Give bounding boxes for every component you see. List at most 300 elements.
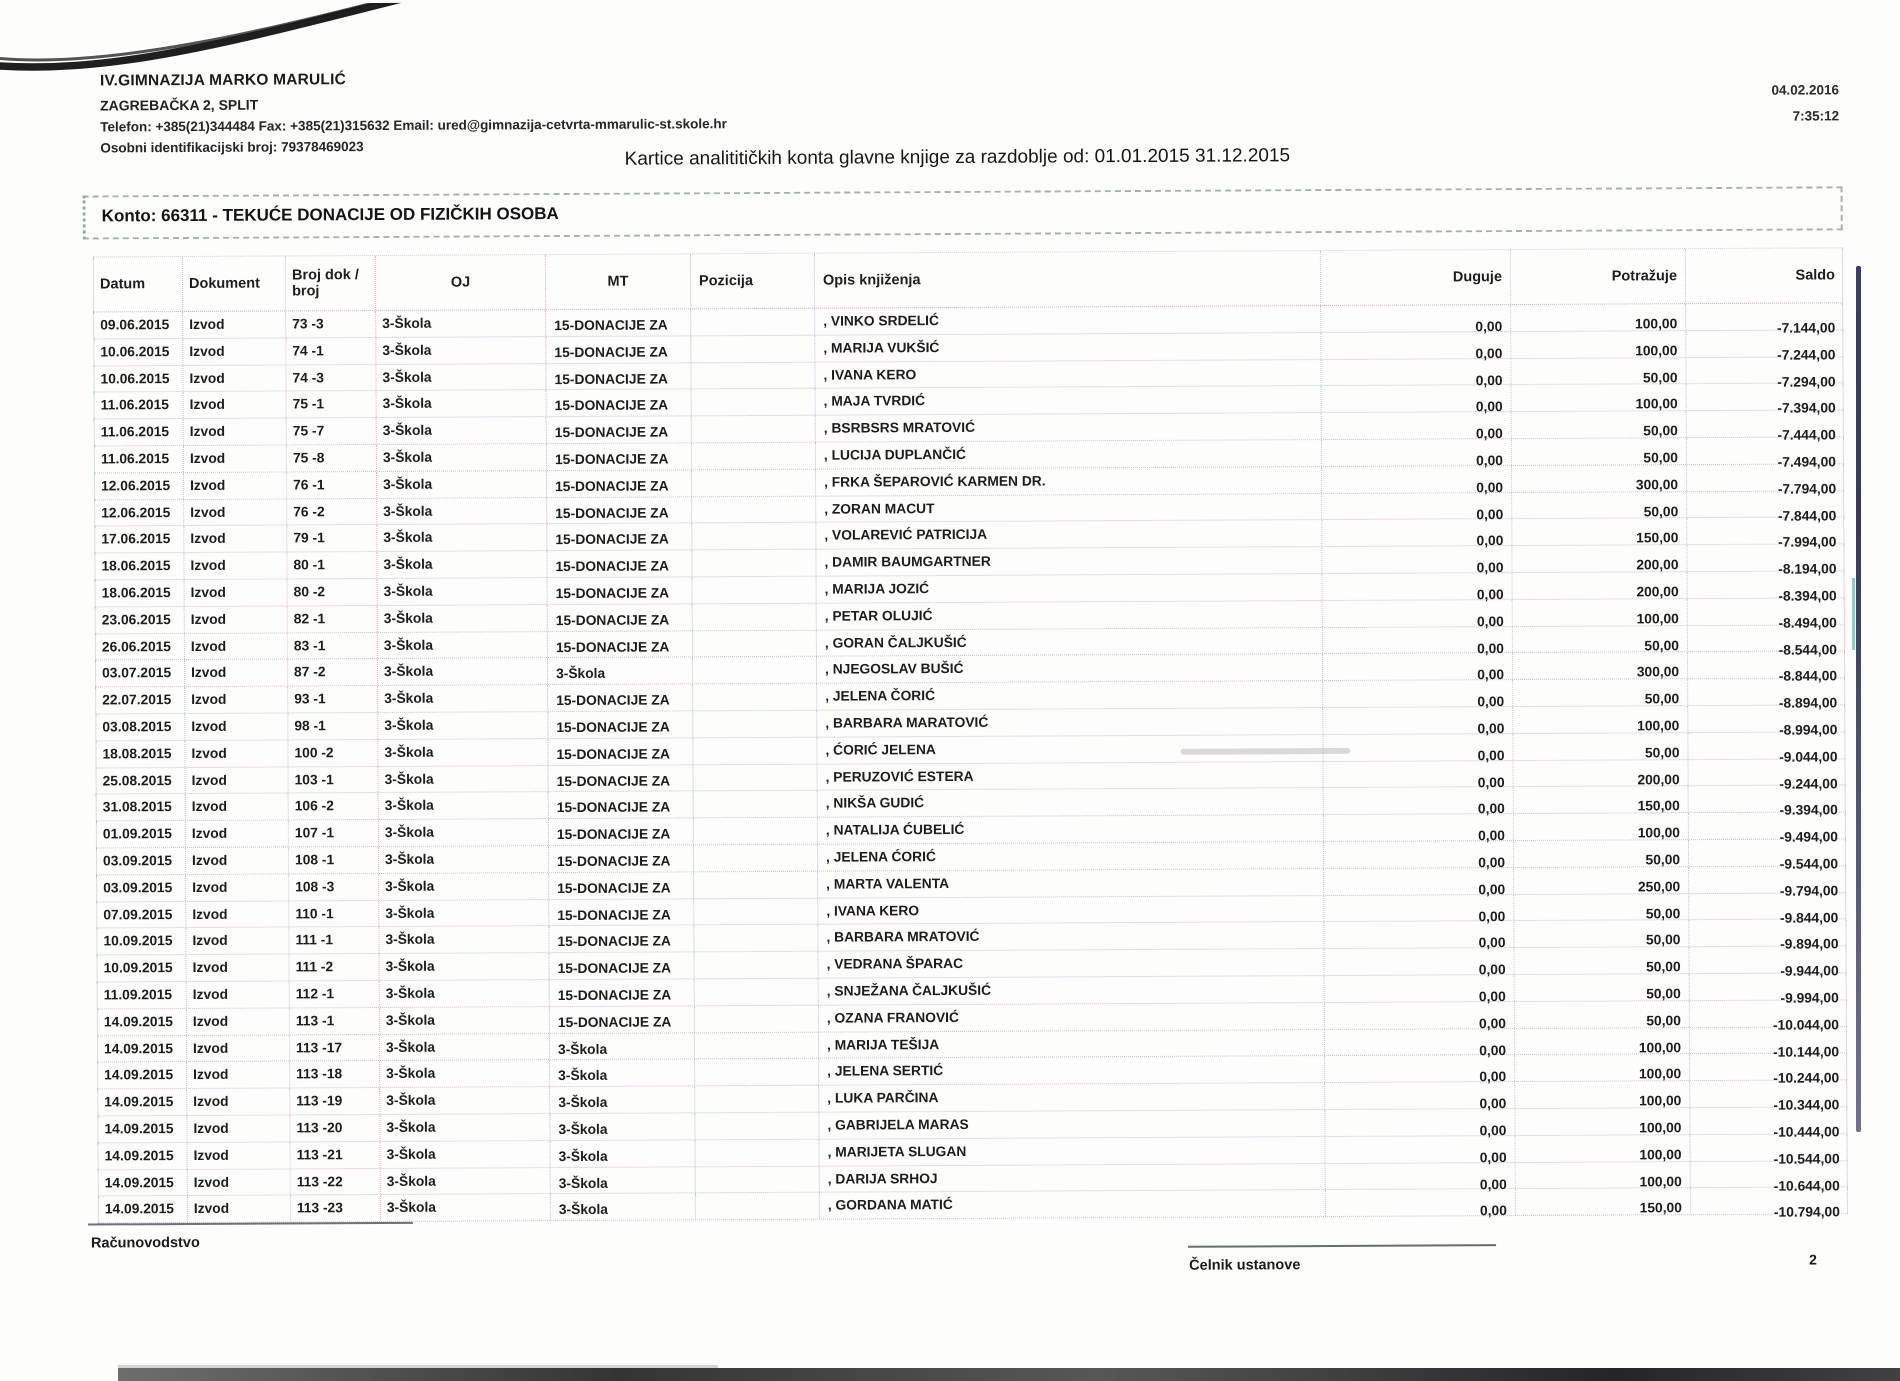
cell-oj: 3-Škola [378, 605, 548, 632]
cell-mt: 15-DONACIJE ZA [549, 872, 694, 899]
cell-datum: 10.09.2015 [97, 955, 187, 981]
cell-dokument: Izvod [186, 821, 289, 847]
cell-oj: 3-Škola [381, 1168, 551, 1195]
cell-dokument: Izvod [187, 1062, 290, 1088]
cell-mt: 3-Škola [550, 1113, 695, 1140]
cell-mt: 15-DONACIJE ZA [550, 952, 695, 979]
cell-saldo: -7.844,00 [1687, 491, 1844, 518]
cell-mt: 15-DONACIJE ZA [547, 390, 692, 417]
cell-broj-dok: 108 -1 [289, 847, 379, 873]
cell-opis-knjizenja: , OZANA FRANOVIĆ [819, 1003, 1325, 1031]
cell-saldo: -7.494,00 [1687, 437, 1844, 464]
cell-potrazuje: 100,00 [1514, 813, 1689, 840]
cell-broj-dok: 113 -22 [291, 1168, 381, 1194]
cell-broj-dok: 100 -2 [288, 740, 378, 766]
cell-oj: 3-Škola [379, 873, 549, 900]
cell-potrazuje: 100,00 [1511, 331, 1686, 358]
scan-edge-line-artifact [1856, 266, 1861, 1132]
cell-datum: 14.09.2015 [98, 1196, 188, 1222]
cell-mt: 15-DONACIJE ZA [548, 711, 693, 738]
cell-duguje: 0,00 [1326, 1163, 1516, 1190]
cell-dokument: Izvod [186, 901, 289, 927]
cell-dokument: Izvod [184, 526, 287, 552]
cell-opis-knjizenja: , MARIJA JOZIĆ [817, 574, 1323, 602]
cell-potrazuje: 200,00 [1514, 760, 1689, 787]
cell-datum: 18.08.2015 [95, 741, 185, 767]
cell-saldo: -8.194,00 [1687, 544, 1844, 571]
cell-mt: 3-Škola [550, 1140, 695, 1167]
cell-dokument: Izvod [184, 472, 287, 498]
cell-duguje: 0,00 [1322, 385, 1512, 412]
cell-opis-knjizenja: , GABRIJELA MARAS [819, 1110, 1325, 1138]
cell-broj-dok: 82 -1 [288, 606, 378, 632]
cell-potrazuje: 50,00 [1514, 840, 1689, 867]
cell-oj: 3-Škola [379, 792, 549, 819]
cell-duguje: 0,00 [1323, 653, 1513, 680]
cell-potrazuje: 100,00 [1512, 385, 1687, 412]
cell-datum: 07.09.2015 [96, 902, 186, 928]
cell-broj-dok: 79 -1 [287, 525, 377, 551]
cell-duguje: 0,00 [1323, 707, 1513, 734]
cell-pozicija [695, 1086, 819, 1112]
cell-mt: 15-DONACIJE ZA [547, 443, 692, 470]
cell-broj-dok: 75 -8 [287, 445, 377, 471]
cell-datum: 11.06.2015 [94, 446, 184, 472]
cell-saldo: -9.394,00 [1689, 786, 1846, 813]
cell-pozicija [694, 791, 818, 817]
cell-oj: 3-Škola [380, 953, 550, 980]
cell-datum: 14.09.2015 [97, 1089, 187, 1115]
cell-dokument: Izvod [185, 579, 288, 605]
cell-oj: 3-Škola [380, 1034, 550, 1061]
cell-broj-dok: 73 -3 [286, 311, 376, 337]
cell-mt: 15-DONACIJE ZA [550, 1006, 695, 1033]
cell-saldo: -9.794,00 [1689, 866, 1846, 893]
cell-duguje: 0,00 [1323, 600, 1513, 627]
cell-oj: 3-Škola [379, 846, 549, 873]
cell-opis-knjizenja: , FRKA ŠEPAROVIĆ KARMEN DR. [816, 467, 1322, 495]
cell-dokument: Izvod [185, 687, 288, 713]
cell-pozicija [692, 550, 816, 576]
scan-bottom-band-artifact [118, 1368, 1900, 1381]
cell-datum: 14.09.2015 [97, 1036, 187, 1062]
table-header-potrazuje: Potražuje [1511, 249, 1686, 304]
cell-oj: 3-Škola [377, 471, 547, 498]
cell-mt: 15-DONACIJE ZA [548, 604, 693, 631]
cell-saldo: -7.444,00 [1687, 411, 1844, 438]
cell-datum: 03.07.2015 [95, 660, 185, 686]
cell-pozicija [694, 845, 818, 871]
cell-potrazuje: 50,00 [1513, 626, 1688, 653]
cell-broj-dok: 87 -2 [288, 659, 378, 685]
cell-potrazuje: 50,00 [1512, 492, 1687, 519]
cell-mt: 15-DONACIJE ZA [546, 309, 691, 336]
cell-pozicija [694, 764, 818, 790]
cell-broj-dok: 108 -3 [289, 874, 379, 900]
cell-duguje: 0,00 [1324, 921, 1514, 948]
cell-broj-dok: 93 -1 [288, 686, 378, 712]
cell-mt: 15-DONACIJE ZA [549, 765, 694, 792]
cell-duguje: 0,00 [1322, 493, 1512, 520]
cell-potrazuje: 200,00 [1512, 545, 1687, 572]
cell-potrazuje: 50,00 [1513, 679, 1688, 706]
cell-oj: 3-Škola [379, 900, 549, 927]
cell-duguje: 0,00 [1324, 787, 1514, 814]
cell-pozicija [692, 416, 816, 442]
cell-datum: 18.06.2015 [95, 580, 185, 606]
cell-pozicija [694, 898, 818, 924]
cell-mt: 3-Škola [551, 1167, 696, 1194]
cell-opis-knjizenja: , ZORAN MACUT [816, 494, 1322, 522]
cell-potrazuje: 200,00 [1513, 572, 1688, 599]
cell-dokument: Izvod [188, 1142, 291, 1168]
cell-mt: 15-DONACIJE ZA [548, 738, 693, 765]
cell-datum: 14.09.2015 [97, 1062, 187, 1088]
cell-duguje: 0,00 [1324, 814, 1514, 841]
table-header-pozicija: Pozicija [691, 254, 815, 309]
cell-duguje: 0,00 [1324, 895, 1514, 922]
cell-mt: 3-Škola [551, 1194, 696, 1221]
cell-pozicija [696, 1193, 820, 1219]
cell-duguje: 0,00 [1322, 439, 1512, 466]
cell-oj: 3-Škola [377, 444, 547, 471]
cell-duguje: 0,00 [1325, 975, 1515, 1002]
cell-pozicija [691, 309, 815, 335]
cell-oj: 3-Škola [380, 1087, 550, 1114]
cell-opis-knjizenja: , NJEGOSLAV BUŠIĆ [817, 654, 1323, 682]
cell-duguje: 0,00 [1325, 1109, 1515, 1136]
cell-mt: 15-DONACIJE ZA [549, 845, 694, 872]
cell-pozicija [695, 1059, 819, 1085]
cell-duguje: 0,00 [1325, 1029, 1515, 1056]
cell-oj: 3-Škola [376, 310, 546, 337]
cell-datum: 18.06.2015 [94, 553, 184, 579]
cell-potrazuje: 50,00 [1513, 733, 1688, 760]
cell-oj: 3-Škola [377, 390, 547, 417]
cell-datum: 14.09.2015 [97, 1009, 187, 1035]
cell-duguje: 0,00 [1325, 1136, 1515, 1163]
cell-opis-knjizenja: , JELENA ĆORIĆ [818, 842, 1324, 870]
cell-opis-knjizenja: , VINKO SRDELIĆ [815, 306, 1321, 334]
cell-dokument: Izvod [185, 740, 288, 766]
cell-duguje: 0,00 [1324, 841, 1514, 868]
cell-pozicija [693, 630, 817, 656]
cell-mt: 3-Škola [548, 658, 693, 685]
cell-duguje: 0,00 [1322, 412, 1512, 439]
cell-mt: 15-DONACIJE ZA [548, 685, 693, 712]
cell-saldo: -9.244,00 [1689, 759, 1846, 786]
table-header-duguje: Duguje [1321, 250, 1511, 305]
cell-oj: 3-Škola [380, 1060, 550, 1087]
cell-opis-knjizenja: , BSRBSRS MRATOVIĆ [816, 413, 1322, 441]
cell-opis-knjizenja: , MARTA VALENTA [818, 869, 1324, 897]
school-oib: Osobni identifikacijski broj: 79378469023 [100, 139, 364, 156]
cell-datum: 31.08.2015 [96, 794, 186, 820]
cell-potrazuje: 100,00 [1515, 1054, 1690, 1081]
cell-pozicija [691, 362, 815, 388]
cell-pozicija [693, 603, 817, 629]
cell-dokument: Izvod [187, 955, 290, 981]
cell-oj: 3-Škola [377, 417, 547, 444]
cell-pozicija [692, 496, 816, 522]
cell-oj: 3-Škola [378, 578, 548, 605]
cell-broj-dok: 83 -1 [288, 633, 378, 659]
cell-oj: 3-Škola [380, 1114, 550, 1141]
cell-broj-dok: 113 -20 [290, 1115, 380, 1141]
scan-smudge-artifact [1180, 748, 1350, 755]
cell-opis-knjizenja: , PERUZOVIĆ ESTERA [818, 762, 1324, 790]
table-header-dokument: Dokument [183, 256, 286, 311]
cell-mt: 15-DONACIJE ZA [546, 336, 691, 363]
cell-saldo: -7.994,00 [1687, 518, 1844, 545]
cell-dokument: Izvod [186, 794, 289, 820]
cell-opis-knjizenja: , ĆORIĆ JELENA [817, 735, 1323, 763]
cell-potrazuje: 150,00 [1516, 1188, 1691, 1215]
cell-datum: 23.06.2015 [95, 607, 185, 633]
table-header-row [93, 247, 1843, 312]
cell-dokument: Izvod [183, 311, 286, 337]
cell-pozicija [696, 1166, 820, 1192]
cell-dokument: Izvod [186, 928, 289, 954]
cell-saldo: -10.244,00 [1690, 1054, 1847, 1081]
cell-broj-dok: 75 -1 [287, 391, 377, 417]
cell-duguje: 0,00 [1325, 1055, 1515, 1082]
cell-dokument: Izvod [186, 874, 289, 900]
cell-broj-dok: 74 -3 [286, 365, 376, 391]
cell-datum: 03.09.2015 [96, 848, 186, 874]
cell-duguje: 0,00 [1323, 573, 1513, 600]
cell-opis-knjizenja: , JELENA SERTIĆ [819, 1056, 1325, 1084]
cell-oj: 3-Škola [379, 819, 549, 846]
cell-mt: 15-DONACIJE ZA [549, 899, 694, 926]
cell-opis-knjizenja: , IVANA KERO [818, 896, 1324, 924]
cell-datum: 11.06.2015 [94, 392, 184, 418]
cell-dokument: Izvod [187, 1089, 290, 1115]
cell-pozicija [695, 1139, 819, 1165]
signature-line-accounting [88, 1222, 413, 1226]
cell-pozicija [693, 684, 817, 710]
cell-dokument: Izvod [187, 1008, 290, 1034]
cell-duguje: 0,00 [1326, 1189, 1516, 1216]
cell-opis-knjizenja: , SNJEŽANA ČALJKUŠIĆ [819, 976, 1325, 1004]
cell-datum: 14.09.2015 [98, 1143, 188, 1169]
konto-header: Konto: 66311 - TEKUĆE DONACIJE OD FIZIČKIH OSOBA [101, 204, 559, 226]
cell-potrazuje: 50,00 [1512, 438, 1687, 465]
cell-dokument: Izvod [183, 365, 286, 391]
cell-broj-dok: 113 -17 [290, 1035, 380, 1061]
cell-potrazuje: 100,00 [1513, 599, 1688, 626]
cell-oj: 3-Škola [380, 980, 550, 1007]
cell-potrazuje: 50,00 [1514, 920, 1689, 947]
cell-opis-knjizenja: , VOLAREVIĆ PATRICIJA [816, 520, 1322, 548]
ledger-body [93, 303, 1848, 1223]
cell-potrazuje: 100,00 [1513, 706, 1688, 733]
cell-dokument: Izvod [185, 713, 288, 739]
cell-opis-knjizenja: , LUCIJA DUPLANČIĆ [816, 440, 1322, 468]
cell-pozicija [692, 389, 816, 415]
cell-opis-knjizenja: , MARIJA VUKŠIĆ [815, 333, 1321, 361]
table-header-broj-dok: Broj dok / broj [286, 256, 376, 310]
cell-oj: 3-Škola [380, 1141, 550, 1168]
cell-oj: 3-Škola [376, 364, 546, 391]
cell-oj: 3-Škola [379, 926, 549, 953]
table-header-datum: Datum [93, 257, 183, 311]
cell-saldo: -9.544,00 [1689, 839, 1846, 866]
cell-duguje: 0,00 [1325, 1082, 1515, 1109]
cell-dokument: Izvod [184, 499, 287, 525]
cell-opis-knjizenja: , PETAR OLUJIĆ [817, 601, 1323, 629]
table-header-oj: OJ [376, 255, 546, 310]
cell-potrazuje: 50,00 [1514, 894, 1689, 921]
cell-datum: 10.06.2015 [93, 339, 183, 365]
cell-broj-dok: 113 -23 [291, 1195, 381, 1221]
cell-pozicija [694, 925, 818, 951]
cell-saldo: -9.494,00 [1689, 812, 1846, 839]
cell-opis-knjizenja: , BARBARA MRATOVIĆ [818, 922, 1324, 950]
cell-dokument: Izvod [184, 553, 287, 579]
cell-saldo: -8.394,00 [1688, 571, 1845, 598]
cell-opis-knjizenja: , BARBARA MARATOVIĆ [817, 708, 1323, 736]
cell-oj: 3-Škola [381, 1194, 551, 1221]
cell-datum: 03.08.2015 [95, 714, 185, 740]
cell-potrazuje: 100,00 [1516, 1162, 1691, 1189]
cell-pozicija [694, 871, 818, 897]
cell-broj-dok: 74 -1 [286, 338, 376, 364]
cell-broj-dok: 75 -7 [287, 418, 377, 444]
cell-saldo: -10.644,00 [1691, 1161, 1848, 1188]
cell-broj-dok: 103 -1 [289, 767, 379, 793]
cell-broj-dok: 111 -1 [289, 927, 379, 953]
cell-opis-knjizenja: , LUKA PARČINA [819, 1083, 1325, 1111]
cell-pozicija [693, 657, 817, 683]
cell-oj: 3-Škola [377, 551, 547, 578]
cell-broj-dok: 113 -18 [290, 1061, 380, 1087]
cell-broj-dok: 106 -2 [289, 793, 379, 819]
letterhead [100, 69, 727, 155]
cell-opis-knjizenja: , DARIJA SRHOJ [820, 1164, 1326, 1192]
konto-box [83, 186, 1843, 239]
cell-datum: 09.06.2015 [93, 312, 183, 338]
cell-duguje: 0,00 [1323, 627, 1513, 654]
cell-mt: 15-DONACIJE ZA [547, 524, 692, 551]
cell-potrazuje: 150,00 [1512, 519, 1687, 546]
cell-mt: 15-DONACIJE ZA [549, 926, 694, 953]
table-header-opis: Opis knjiženja [815, 251, 1321, 308]
cell-dokument: Izvod [187, 1035, 290, 1061]
cell-datum: 17.06.2015 [94, 526, 184, 552]
cell-dokument: Izvod [184, 445, 287, 471]
page-number: 2 [1809, 1251, 1817, 1268]
cell-dokument: Izvod [186, 767, 289, 793]
cell-pozicija [692, 443, 816, 469]
cell-pozicija [693, 577, 817, 603]
cell-datum: 14.09.2015 [98, 1169, 188, 1195]
cell-duguje: 0,00 [1321, 332, 1511, 359]
cell-potrazuje: 50,00 [1515, 974, 1690, 1001]
cell-saldo: -8.844,00 [1688, 652, 1845, 679]
cell-pozicija [695, 979, 819, 1005]
cell-potrazuje: 100,00 [1515, 1081, 1690, 1108]
cell-opis-knjizenja: , NATALIJA ĆUBELIĆ [818, 815, 1324, 843]
scan-edge-teal-artifact [1852, 578, 1855, 650]
cell-oj: 3-Škola [378, 658, 548, 685]
cell-duguje: 0,00 [1321, 305, 1511, 332]
print-date: 04.02.2016 [1771, 82, 1840, 98]
cell-duguje: 0,00 [1324, 761, 1514, 788]
cell-potrazuje: 250,00 [1514, 867, 1689, 894]
cell-opis-knjizenja: , NIKŠA GUDIĆ [818, 788, 1324, 816]
cell-potrazuje: 100,00 [1515, 1028, 1690, 1055]
cell-saldo: -7.244,00 [1686, 330, 1843, 357]
cell-pozicija [695, 952, 819, 978]
cell-mt: 15-DONACIJE ZA [548, 631, 693, 658]
cell-datum: 10.09.2015 [96, 928, 186, 954]
cell-datum: 03.09.2015 [96, 875, 186, 901]
cell-datum: 01.09.2015 [96, 821, 186, 847]
cell-broj-dok: 113 -21 [291, 1142, 381, 1168]
cell-opis-knjizenja: , VEDRANA ŠPARAC [819, 949, 1325, 977]
cell-duguje: 0,00 [1323, 680, 1513, 707]
cell-mt: 15-DONACIJE ZA [547, 497, 692, 524]
cell-potrazuje: 150,00 [1514, 786, 1689, 813]
cell-datum: 11.06.2015 [94, 419, 184, 445]
cell-saldo: -10.344,00 [1690, 1080, 1847, 1107]
cell-datum: 22.07.2015 [95, 687, 185, 713]
cell-pozicija [694, 818, 818, 844]
cell-oj: 3-Škola [380, 1007, 550, 1034]
cell-mt: 15-DONACIJE ZA [550, 979, 695, 1006]
cell-duguje: 0,00 [1322, 466, 1512, 493]
cell-mt: 15-DONACIJE ZA [548, 577, 693, 604]
cell-datum: 12.06.2015 [94, 473, 184, 499]
cell-saldo: -7.794,00 [1687, 464, 1844, 491]
print-time: 7:35:12 [1792, 108, 1840, 124]
cell-opis-knjizenja: , DAMIR BAUMGARTNER [816, 547, 1322, 575]
cell-opis-knjizenja: , MAJA TVRDIĆ [816, 386, 1322, 414]
cell-mt: 15-DONACIJE ZA [547, 551, 692, 578]
cell-saldo: -8.494,00 [1688, 598, 1845, 625]
cell-dokument: Izvod [187, 1115, 290, 1141]
cell-potrazuje: 300,00 [1512, 465, 1687, 492]
cell-saldo: -10.544,00 [1690, 1134, 1847, 1161]
cell-saldo: -8.894,00 [1688, 678, 1845, 705]
cell-saldo: -7.394,00 [1687, 384, 1844, 411]
cell-datum: 10.06.2015 [93, 366, 183, 392]
ledger-table [93, 247, 1848, 1223]
report-title: Kartice analititičkih konta glavne knjige za razdoblje od: 01.01.2015 31.12.2015 [624, 145, 1291, 170]
cell-potrazuje: 50,00 [1511, 358, 1686, 385]
cell-potrazuje: 100,00 [1511, 304, 1686, 331]
cell-saldo: -10.044,00 [1690, 1000, 1847, 1027]
cell-oj: 3-Škola [379, 766, 549, 793]
accounting-label: Računovodstvo [90, 1234, 200, 1252]
cell-pozicija [695, 1032, 819, 1058]
cell-datum: 26.06.2015 [95, 634, 185, 660]
cell-broj-dok: 110 -1 [289, 901, 379, 927]
cell-oj: 3-Škola [378, 685, 548, 712]
cell-mt: 3-Škola [550, 1060, 695, 1087]
cell-potrazuje: 50,00 [1515, 947, 1690, 974]
cell-dokument: Izvod [186, 847, 289, 873]
cell-dokument: Izvod [185, 660, 288, 686]
table-header-mt: MT [546, 254, 691, 309]
cell-opis-knjizenja: , GORDANA MATIĆ [820, 1190, 1326, 1218]
cell-duguje: 0,00 [1325, 948, 1515, 975]
cell-pozicija [695, 1113, 819, 1139]
cell-duguje: 0,00 [1322, 546, 1512, 573]
cell-saldo: -9.944,00 [1689, 946, 1846, 973]
school-name: IV.GIMNAZIJA MARKO MARULIĆ [99, 71, 347, 90]
